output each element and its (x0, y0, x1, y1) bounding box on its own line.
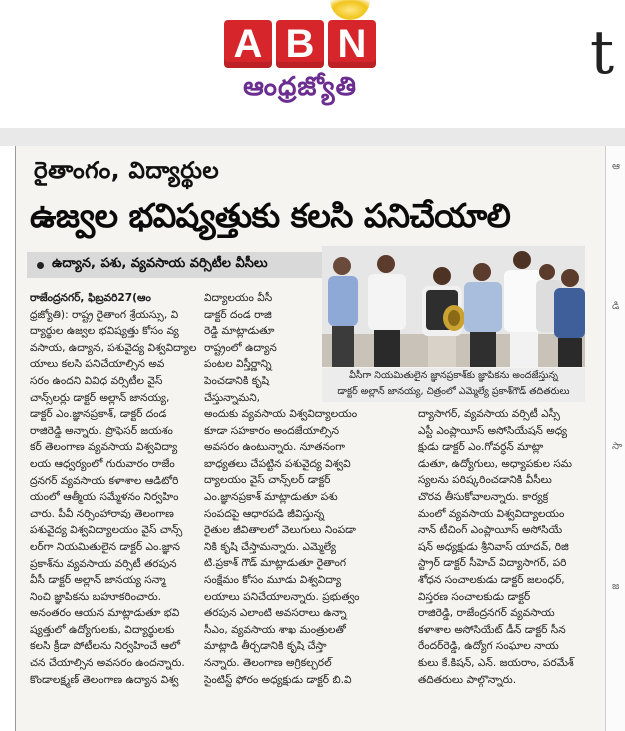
article-text-line: లర్‌గా నియమితులైన డాక్టర్ ఎం.జ్ఞాన (30, 540, 180, 553)
article-text-line: చొరవ తీసుకోవాలన్నారు. కార్యక్ర (418, 490, 549, 503)
photo-caption-line: డాక్టర్ అల్లాన్ జానయ్య, చిత్రంలో ఎమ్మెల్యే ప్రకాశ్‌గౌడ్ తదితరులు (337, 386, 570, 397)
article-text-line: ద్యాసాగర్, వ్యవసాయ వర్సిటీ ఎస్సీ (418, 408, 560, 420)
article-text-line: అందుకు వ్యవసాయ విశ్వవిద్యాలయం (204, 408, 358, 420)
article-text-line: పశువైద్య విశ్వవిద్యాలయం వైస్ చాన్స్ (30, 524, 183, 537)
article-text-line: కలసి క్రీడా పోటీలను నిర్వహించే ఆలో (30, 640, 181, 653)
event-photo-image (322, 246, 585, 367)
article-text-line: డాక్టర్ ఎం.జ్ఞానప్రకాశ్, డాక్టర్ దండ (30, 408, 167, 421)
side-page-glyph: డి (612, 301, 620, 312)
article-text-line: డుతూ, ఉద్యోగులు, అధ్యాపకుల సమ (418, 457, 572, 470)
partial-header-letter: t (590, 18, 615, 88)
article-text-line: కులు కే.కిషన్, ఎన్. జయరాం, పరమేశ్ (418, 656, 574, 669)
article-text-line: ద్రనగర్ వ్యవసాయ కళాశాల ఆడిటోరి (30, 474, 179, 487)
article-text-line: రాజిరెడ్డి, రాజేంద్రనగర్ వ్యవసాయ (418, 607, 555, 620)
article-column-2-continued (204, 406, 412, 688)
article-text-line: నన్నారు. తెలంగాణ అగ్రికల్చరల్ (204, 656, 332, 669)
article-text-line: ద్యాలయం వైస్ చాన్స్‌లర్ డాక్టర్ (204, 474, 331, 487)
article-text-line: సీఎం, వ్యవసాయ శాఖ మంత్రులతో (204, 623, 346, 636)
article-text-line: చన చేయాల్సిన అవసరం ఉందన్నారు. (30, 657, 185, 670)
article-text-line: రాజేంద్రనగర్, ఫిబ్రవరి27(ఆం (30, 292, 151, 304)
article-text-line: ప్రకాశ్‌ను వ్యవసాయ వర్సిటీ తరపున (30, 557, 177, 570)
article-text-line: డాక్టర్ దండ రాజి (204, 308, 272, 321)
article-text-line: తరపున ఎలాంటి అవసరాలు ఉన్నా (204, 607, 347, 620)
side-page-glyph: సా (612, 441, 623, 452)
article-text-line: కర్ తెలంగాణ వ్యవసాయ విశ్వవిద్యా (30, 441, 178, 454)
bullet-text: ఉద్యాన, పశు, వ్యవసాయ వర్సిటీల వీసీలు (52, 256, 268, 271)
article-text-line: కూడా సహకారం అందజేయాల్సిన (204, 424, 340, 437)
article-text-line: స్ట్రార్ డాక్టర్ సీహెచ్ విద్యాసాగర్, పరి (418, 557, 567, 570)
article-text-line: విస్తరణ సంచాలకుడు డాక్టర్ (418, 590, 531, 603)
header-divider-band (0, 128, 625, 146)
article-text-line: లయ ఆధ్వర్యంలో గురువారం రాజేం (30, 457, 175, 470)
article-text-line: యంలో ఆత్మీయ సమ్మేళనం నిర్వహిం (30, 491, 179, 504)
logo-letter-b: B (276, 20, 324, 68)
logo-letter-a: A (224, 20, 272, 68)
article-text-line: మంలో వ్యవసాయ విశ్వవిద్యాలయం (418, 507, 565, 520)
article-text-line: వసాయ, ఉద్యాన, పశువైద్య విశ్వవిద్యాల (30, 341, 197, 354)
article-text-line: ష్యత్తులో ఉద్యోగులకు, విద్యార్థులకు (30, 623, 175, 636)
article-text-line: స్యలను పరిష్కరించడానికి వీసీలు (418, 474, 552, 487)
article-text-line: రాష్ట్రంలో ఉద్యాన (204, 341, 277, 354)
article-text-line: నించి జ్ఞాపికను బహూకరించారు. (30, 590, 162, 603)
article-text-line: యాలు కలసి పనిచేయాల్సిన అవ (30, 358, 165, 371)
article-text-line: శోధన సంచాలకుడు డాక్టర్ జలంధర్, (418, 573, 565, 586)
article-text-line: అనంతరం ఆయన మాట్లాడుతూ భవి (30, 607, 180, 620)
article-text-line: క్షుడు డాక్టర్ ఎం.గోవర్ధన్ మాట్లా (418, 441, 544, 454)
article-text-line: చాన్స్‌లర్లు డాక్టర్ అల్లాన్ జానయ్య, (30, 391, 170, 404)
article-bullet (27, 252, 322, 278)
article-text-line: లయాలు పనిచేయాలన్నారు. ప్రభుత్వం (204, 590, 360, 603)
article-text-line: విద్యాలయం వీసీ (204, 292, 273, 304)
article-text-line: రెడ్డి మాట్లాడుతూ (204, 325, 275, 338)
article-text-line: ధ్రజ్యోతి): రాష్ట్ర రైతాంగ శ్రేయస్సు, వి (30, 308, 179, 321)
side-page-glyph: ఆ (612, 161, 620, 172)
article-text-line: రాజిరెడ్డి అన్నారు. ప్రొఫెసర్ జయశం (30, 424, 173, 437)
article-text-line: కొండాలక్ష్మణ్ తెలంగాణ ఉద్యాన విశ్వ (30, 673, 179, 686)
article-text-line: అవసరం ఉంటున్నారు. నూతనంగా (204, 441, 346, 454)
masthead (0, 0, 625, 128)
article-text-line: బాధ్యతలు చేపట్టిన పశువైద్య విశ్వవి (204, 457, 351, 470)
article-text-line: చేస్తున్నామని, (204, 391, 261, 404)
article-text-line: ద్యార్థుల ఉజ్వల భవిష్యత్తు కోసం వ్య (30, 325, 179, 338)
article-text-line: నాన్ టీచింగ్ ఎంప్లాయీస్ అసోసియే (418, 524, 563, 537)
side-page-glyph: జ (612, 581, 620, 592)
article-kicker: రైతాంగం, విద్యార్థుల (34, 158, 220, 184)
article-text-line: మాట్లాడి తీర్చడానికి కృషి చేస్తా (204, 640, 327, 653)
adjacent-page-edge (605, 146, 625, 731)
article-text-line: వీసీ డాక్టర్ అల్లాన్ జానయ్య సన్మా (30, 574, 166, 587)
article-text-line: సైంటిస్ట్ ఫోరం అధ్యక్షుడు డాక్టర్ బి.వి (204, 673, 352, 686)
article-text-line: కళాశాల అసోసియేట్ డీన్ డాక్టర్ సీన (418, 623, 566, 636)
article-text-line: రైతుల జీవితాలలో వెలుగులు నింపడా (204, 524, 356, 537)
bullet-icon (37, 262, 44, 269)
event-photo (322, 246, 585, 367)
logo-script-andhrajyothy: ఆంధ్రజ్యోతి (243, 72, 357, 102)
article-text-line: ఎస్టీ ఎంప్లాయీస్ అసోసియేషన్ అధ్య (418, 424, 567, 437)
article-text-line: పెంచడానికి కృషి (204, 374, 270, 387)
article-text-line: తదితరులు పాల్గొన్నారు. (418, 673, 517, 686)
article-text-line: రేందర్‌రెడ్డి, ఉద్యోగ సంఘాల నాయ (418, 640, 559, 653)
article-text-line: ఎం.జ్ఞానప్రకాశ్ మాట్లాడుతూ పశు (204, 490, 338, 503)
article-column-2 (204, 290, 318, 406)
article-text-line: చారు. పీవీ నర్సింహారావు తెలంగాణ (30, 507, 174, 520)
article-text-line: సంపదపై ఆధారపడి జీవిస్తున్న (204, 507, 325, 520)
abn-logo[interactable] (224, 20, 376, 68)
photo-caption (322, 368, 585, 402)
article-text-line: టి.ప్రకాశ్ గౌడ్ మాట్లాడుతూ రైతాంగ (204, 557, 347, 570)
photo-caption-line: వీసీగా నియమితులైన జ్ఞానప్రకాశ్‌కు జ్ఞాపికను అందజేస్తున్న (349, 370, 558, 381)
article-text-line: పంటల విస్తీర్ణాన్ని (204, 358, 272, 371)
article-text-line: సంక్షేమం కోసం మూడు విశ్వవిద్యా (204, 573, 342, 586)
article-column-1 (30, 290, 200, 688)
article-text-line: షన్ అధ్యక్షుడు శ్రీనివాస్ యాదవ్, రిజి (418, 540, 569, 553)
logo-glow-icon (330, 0, 370, 20)
article-text-line: సరం ఉందని వివిధ వర్సిటీల వైస్ (30, 374, 163, 387)
article-text-line: నికి కృషి చేస్తామన్నారు. ఎమ్మెల్యే (204, 540, 337, 553)
logo-letter-n: N (328, 20, 376, 68)
article-column-3 (418, 406, 588, 688)
article-headline: ఉజ్వల భవిష్యత్తుకు కలసి పనిచేయాలి (30, 196, 511, 235)
